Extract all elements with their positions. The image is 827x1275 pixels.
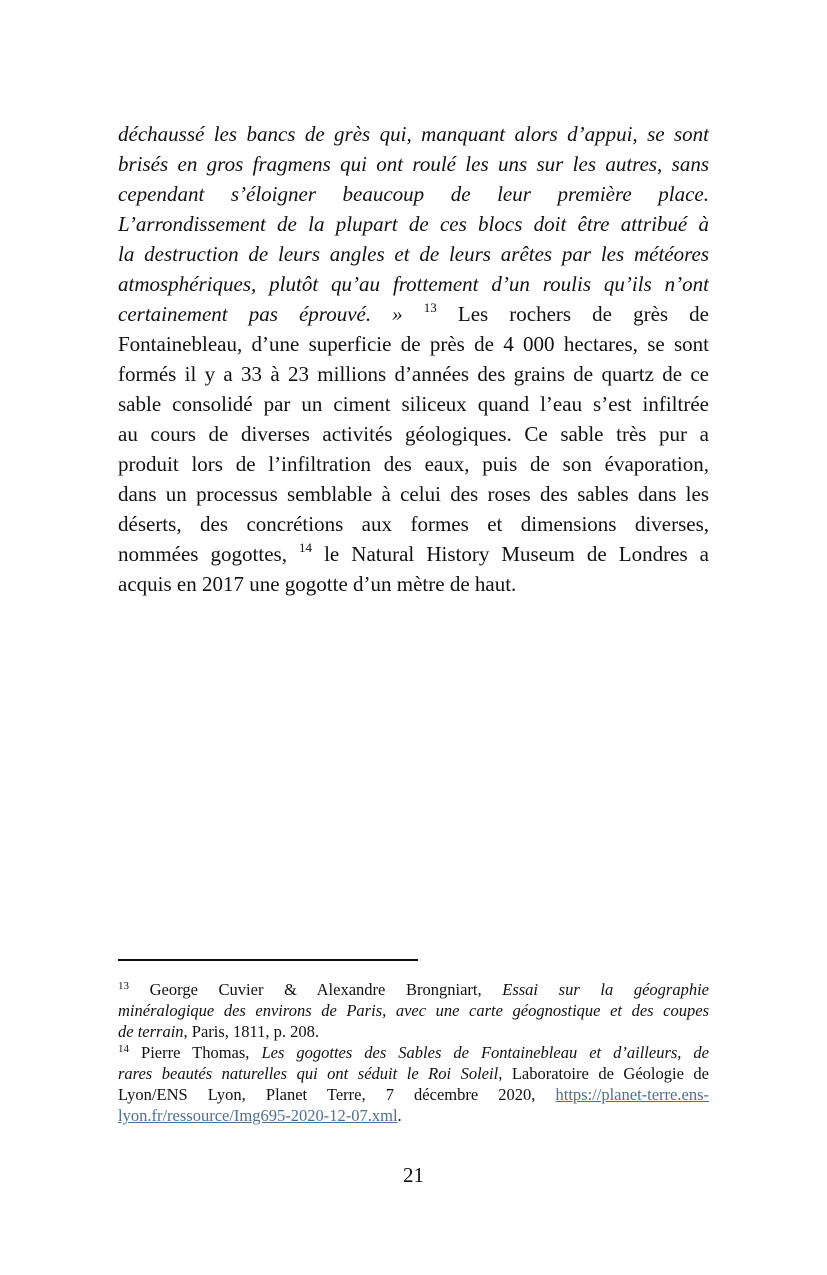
footnote-14-author: Pierre Thomas, <box>141 1043 250 1062</box>
page-number: 21 <box>403 1163 424 1187</box>
footnote-14-title-end: rares beautés naturelles qui ont séduit le Roi Soleil <box>118 1064 499 1083</box>
body-line-12: produit lors de l’infiltration des eaux, puis de son évaporation, <box>118 452 709 476</box>
footnote-13-line-1 <box>118 979 709 1000</box>
footnote-14-link-part-1[interactable]: https://planet-terre.ens- <box>555 1085 709 1104</box>
footnote-14-line-3 <box>118 1084 709 1105</box>
body-line-15-rest: le Natural History Museum de Londres a <box>324 542 709 566</box>
body-line-14: déserts, des concrétions aux formes et dimensions diverses, <box>118 512 709 536</box>
body-line-4: L’arrondissement de la plupart de ces blocs doit être attribué à <box>118 212 709 236</box>
body-line-15 <box>118 539 709 569</box>
body-line-13: dans un processus semblable à celui des roses des sables dans les <box>118 482 709 506</box>
footnote-separator <box>118 959 418 961</box>
footnote-ref-14[interactable]: 14 <box>299 540 313 555</box>
footnote-13-title-end: de terrain <box>118 1022 184 1041</box>
footnote-14-title-start: Les gogottes des Sables de Fontainebleau et d’ailleurs, de <box>261 1043 710 1062</box>
footnote-ref-13[interactable]: 13 <box>423 300 437 315</box>
body-line-15-start: nommées gogottes, <box>118 542 287 566</box>
body-line-10: sable consolidé par un ciment siliceux quand l’eau s’est infiltrée <box>118 392 709 416</box>
footnote-13-line-3 <box>118 1021 709 1042</box>
quote-end: certainement pas éprouvé. » <box>118 302 403 326</box>
body-line-7-rest: Les rochers de grès de <box>457 302 709 326</box>
footnote-14-end: . <box>397 1106 402 1125</box>
body-line-1: déchaussé les bancs de grès qui, manquant alors d’appui, se sont <box>118 122 709 146</box>
footnote-13-pub: , Paris, 1811, p. 208. <box>183 1022 320 1041</box>
footnote-14-link-part-2[interactable]: lyon.fr/ressource/Img695-2020-12-07.xml <box>118 1106 398 1125</box>
body-line-3: cependant s’éloigner beaucoup de leur première place. <box>118 182 709 206</box>
footnote-13-authors: George Cuvier & Alexandre Brongniart, <box>149 980 482 999</box>
body-line-2: brisés en gros fragmens qui ont roulé les uns sur les autres, sans <box>118 152 709 176</box>
footnote-13-number: 13 <box>118 980 129 992</box>
footnote-14-line-4 <box>118 1105 709 1126</box>
footnote-13-title-start: Essai sur la géographie <box>502 980 709 999</box>
body-line-7 <box>118 299 709 329</box>
body-line-8: Fontainebleau, d’une superficie de près de 4 000 hectares, se sont <box>118 332 709 356</box>
body-line-5: la destruction de leurs angles et de leurs arêtes par les météores <box>118 242 709 266</box>
body-line-6: atmosphériques, plutôt qu’au frottement d’un roulis qu’ils n’ont <box>118 272 709 296</box>
footnote-13-line-2: minéralogique des environs de Paris, avec une carte géognostique et des coupes <box>118 1001 709 1020</box>
body-line-11: au cours de diverses activités géologiques. Ce sable très pur a <box>118 422 709 446</box>
footnote-14-source: Lyon/ENS Lyon, Planet Terre, 7 décembre 2020, <box>118 1085 536 1104</box>
footnote-14-number: 14 <box>118 1043 129 1055</box>
footnote-14-publisher: , Laboratoire de Géologie de <box>498 1064 709 1083</box>
footnote-14-line-2 <box>118 1063 709 1084</box>
body-line-9: formés il y a 33 à 23 millions d’années des grains de quartz de ce <box>118 362 709 386</box>
body-line-16: acquis en 2017 une gogotte d’un mètre de haut. <box>118 572 517 596</box>
footnote-14-line-1 <box>118 1042 709 1063</box>
